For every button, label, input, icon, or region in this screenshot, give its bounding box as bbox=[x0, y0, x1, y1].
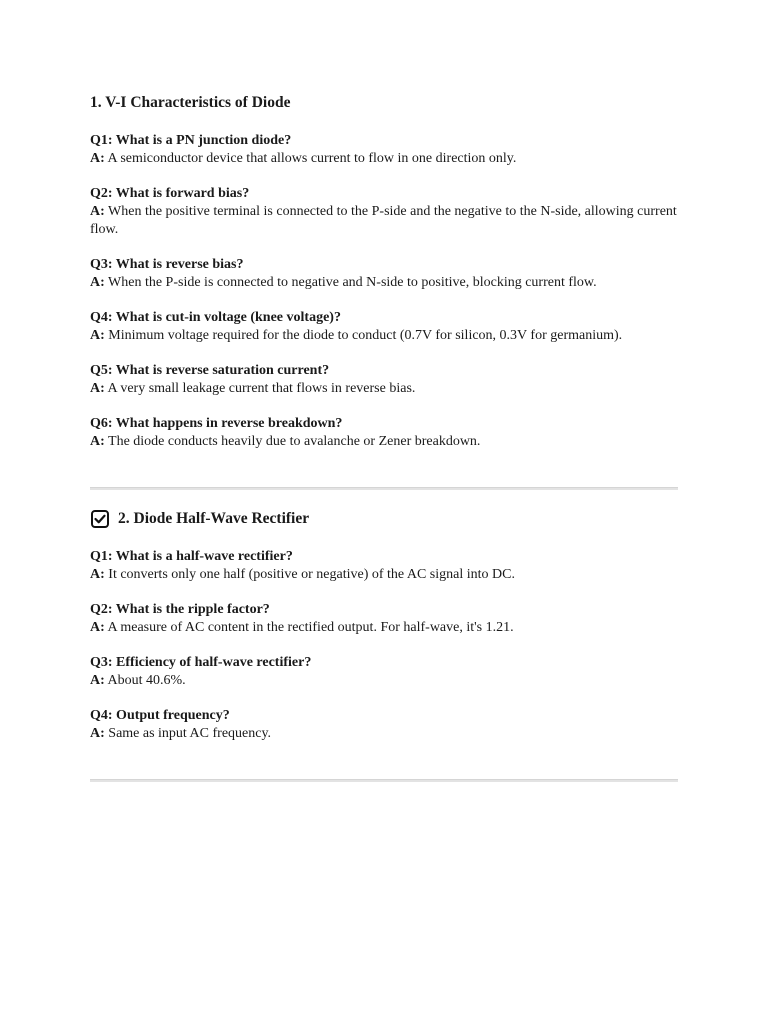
answer-text: A very small leakage current that flows in reverse bias. bbox=[104, 381, 416, 396]
qa-item bbox=[90, 654, 678, 690]
question: Q3: Efficiency of half-wave rectifier? bbox=[90, 655, 312, 670]
answer-text: The diode conducts heavily due to avalanche or Zener breakdown. bbox=[104, 434, 481, 449]
answer-text: About 40.6%. bbox=[104, 673, 186, 688]
answer-text: Same as input AC frequency. bbox=[104, 726, 272, 741]
answer bbox=[90, 672, 678, 690]
section-divider bbox=[90, 779, 678, 782]
section-title-text: 2. Diode Half-Wave Rectifier bbox=[118, 510, 310, 527]
question: Q1: What is a half-wave rectifier? bbox=[90, 549, 293, 564]
question: Q4: Output frequency? bbox=[90, 708, 230, 723]
qa-item bbox=[90, 185, 678, 239]
answer bbox=[90, 150, 678, 168]
answer-text: A semiconductor device that allows current to flow in one direction only. bbox=[104, 151, 517, 166]
qa-item bbox=[90, 415, 678, 451]
question: Q6: What happens in reverse breakdown? bbox=[90, 416, 343, 431]
section-vi-characteristics bbox=[90, 92, 678, 468]
answer-label: A: bbox=[90, 275, 105, 290]
answer-label: A: bbox=[90, 434, 105, 449]
answer bbox=[90, 203, 678, 239]
question: Q1: What is a PN junction diode? bbox=[90, 133, 292, 148]
section-half-wave-rectifier bbox=[90, 508, 678, 760]
answer-label: A: bbox=[90, 620, 105, 635]
answer bbox=[90, 725, 678, 743]
section-divider bbox=[90, 487, 678, 490]
question: Q2: What is forward bias? bbox=[90, 186, 250, 201]
answer-text: A measure of AC content in the rectified output. For half-wave, it's 1.21. bbox=[104, 620, 514, 635]
checkbox-checked-icon bbox=[90, 509, 110, 529]
answer-label: A: bbox=[90, 204, 105, 219]
answer-text: It converts only one half (positive or negative) of the AC signal into DC. bbox=[104, 567, 515, 582]
answer bbox=[90, 566, 678, 584]
answer-label: A: bbox=[90, 567, 105, 582]
answer bbox=[90, 274, 678, 292]
answer-text: Minimum voltage required for the diode to conduct (0.7V for silicon, 0.3V for germanium). bbox=[104, 328, 623, 343]
answer bbox=[90, 327, 678, 345]
qa-item bbox=[90, 256, 678, 292]
answer bbox=[90, 380, 678, 398]
question: Q2: What is the ripple factor? bbox=[90, 602, 270, 617]
answer-label: A: bbox=[90, 381, 105, 396]
answer-text: When the positive terminal is connected to the P-side and the negative to the N-side, allowing current flow. bbox=[90, 204, 677, 237]
qa-item bbox=[90, 132, 678, 168]
answer bbox=[90, 619, 678, 637]
qa-item bbox=[90, 707, 678, 743]
qa-item bbox=[90, 601, 678, 637]
section-title bbox=[90, 508, 678, 530]
section-title-text: 1. V-I Characteristics of Diode bbox=[90, 94, 291, 111]
answer-label: A: bbox=[90, 726, 105, 741]
answer bbox=[90, 433, 678, 451]
qa-item bbox=[90, 548, 678, 584]
answer-text: When the P-side is connected to negative and N-side to positive, blocking current flow. bbox=[104, 275, 597, 290]
answer-label: A: bbox=[90, 673, 105, 688]
answer-label: A: bbox=[90, 151, 105, 166]
qa-item bbox=[90, 362, 678, 398]
section-title bbox=[90, 92, 678, 114]
qa-item bbox=[90, 309, 678, 345]
answer-label: A: bbox=[90, 328, 105, 343]
question: Q4: What is cut-in voltage (knee voltage)? bbox=[90, 310, 341, 325]
question: Q5: What is reverse saturation current? bbox=[90, 363, 330, 378]
question: Q3: What is reverse bias? bbox=[90, 257, 244, 272]
